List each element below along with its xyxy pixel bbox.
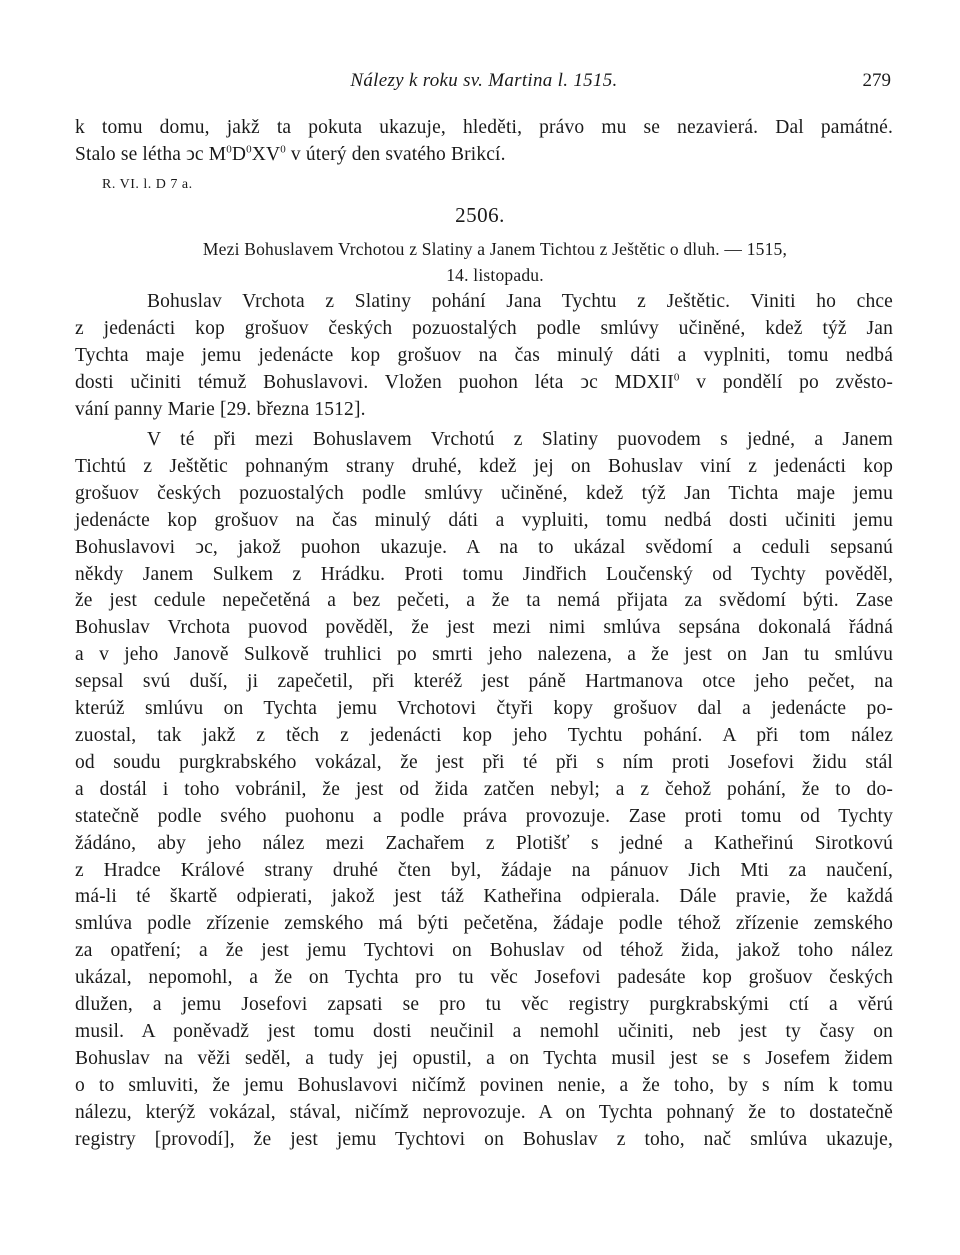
text-line: nálezu, kterýž vokázal, stával, ničímž neprovozuje. A on Tychta pohnaný že to dostatečně: [75, 1101, 893, 1123]
text-line: grošuov českých pozuostalých podle smlúvy učiněné, kdež týž Jan Tichta maje jemu: [75, 482, 893, 504]
text-line: Bohuslavovi ↄc, jakož puohon ukazuje. A na to ukázal svědomí a ceduli sepsanú: [75, 536, 893, 558]
text-line: Bohuslav Vrchota z Slatiny pohání Jana Tychtu z Ještětic. Viniti ho chce: [147, 291, 893, 312]
text-line: Bohuslav Vrchota puovod pověděl, že jest mezi nimi smlúva sepsána dokonalá řádná: [75, 617, 893, 639]
heading-line: Mezi Bohuslavem Vrchotou z Slatiny a Janem Tichtou z Ještětic o dluh. — 1515,: [202, 239, 788, 259]
page-number: 279: [862, 70, 891, 91]
text-line: vání panny Marie [29. března 1512].: [75, 398, 366, 420]
text-line: Tychta maje jemu jedenácte kop grošuov na čas minulý dáti a vyplniti, tomu nedbá: [75, 344, 893, 366]
archive-reference: R. VI. l. D 7 a.: [102, 177, 193, 192]
verdict-paragraph: [75, 427, 893, 1153]
text-line: dlužen, a jemu Josefovi zapsati se pro tu věc registry purgkrabskými ctí a věrú: [75, 994, 893, 1016]
text-line: smlúva podle zřízenie zemského má býti pečetěna, žádaje podle téhož zřízenie zemského: [75, 913, 893, 935]
text-line: a v jeho Janově Sulkově truhlici po smrti jeho nalezena, a že jest on Jan tu smlúvu: [75, 644, 893, 666]
text-line: Bohuslav na věži seděl, a tudy jej opustil, a on Tychta musil jest se s Josefem židem: [75, 1047, 893, 1069]
opening-paragraph: [75, 115, 893, 169]
text-line: Tichtú z Ještětic pohnaným strany druhé, kdež jej on Bohuslav viní z jedenácti kop: [75, 455, 893, 477]
text-line: V té při mezi Bohuslavem Vrchotú z Slatiny puovodem s jedné, a Janem: [147, 429, 893, 450]
text-line: sepsal svú duší, ji zapečetil, při kteréž jest páně Hartmanova otce jeho pečet, na: [75, 671, 893, 693]
running-title: Nálezy k roku sv. Martina l. 1515.: [350, 70, 618, 91]
text-line: a dostál i toho vobránil, že jest od žida zatčen nebyl; a z čehož pohání, že to do-: [75, 778, 893, 800]
running-head: [75, 70, 893, 96]
heading-date: 14. listopadu.: [446, 265, 544, 285]
text-line: žádáno, aby jeho nález mezi Zachařem z Plotišť s jedné a Katheřinú Sirotkovú: [75, 832, 893, 854]
text-line: k tomu domu, jakž ta pokuta ukazuje, hleděti, právo mu se nezavierá. Dal památné.: [75, 117, 893, 138]
text-line: jedenácte kop grošuov na čas minulý dáti a vypluiti, tomu nedbá dosti učiniti jemu: [75, 509, 893, 531]
document-number: 2506.: [455, 203, 505, 227]
text-line: dosti učiniti témuž Bohuslavovi. Vložen puohon léta ↄc MDXII$^0$ v pondělí po zvěsto-: [75, 371, 893, 393]
text-line: o to smluviti, že jemu Bohuslavovi ničímž povinen nenie, a že toho, by s ním k tomu: [75, 1074, 893, 1096]
text-line-date: Stalo se létha ↄc $M^0D^0XV^0$ v úterý den svatého Brikcí.: [75, 143, 506, 165]
text-line: má-li té škartě odpierati, jakož jest táž Katheřina odpierala. Dále pravie, že každá: [75, 886, 893, 908]
entry-heading: [100, 236, 890, 288]
text-line: statečně podle svého puohonu a podle práva provozuje. Zase proti tomu od Tychty: [75, 805, 893, 827]
text-line: z Hradce Králové strany druhé čten byl, žádaje na pánuov Jich Mti za naučení,: [75, 859, 893, 881]
text-line: ukázal, nepomohl, a že on Tychta pro tu věc Josefovi padesáte kop grošuov českých: [75, 967, 893, 989]
text-line: někdy Janem Sulkem z Hrádku. Proti tomu Jindřich Loučenský od Tychty pověděl,: [75, 563, 893, 585]
text-line: registry [provodí], že jest jemu Tychtovi on Bohuslav z toho, nač smlúva ukazuje,: [75, 1128, 893, 1150]
text-line: zuostal, tak jakž z těch z jedenácti kop jeho Tychtu pohání. A při tom nález: [75, 724, 893, 746]
text-line: z jedenácti kop grošuov českých pozuostalých podle smlúvy učiněné, kdež týž Jan: [75, 317, 893, 339]
text-line: musil. A poněvadž jest tomu dosti neučinil a nemohl učiniti, neb jest ty časy on: [75, 1020, 893, 1042]
text-line: že jest cedule nepečetěná a bez pečeti, a že ta nemá přijata za svědomí býti. Zase: [75, 590, 893, 612]
text-line: od soudu purgkrabského vokázal, že jest při té při s ním proti Josefovi židu stál: [75, 751, 893, 773]
summons-paragraph: [75, 289, 893, 424]
text-line: za opatření; a že jest jemu Tychtovi on Bohuslav od téhož žida, jakož toho nález: [75, 940, 893, 962]
text-line: kterúž smlúvu on Tychta jemu Vrchotovi čtyři kopy grošuov dal a jedenácte po-: [75, 698, 893, 720]
